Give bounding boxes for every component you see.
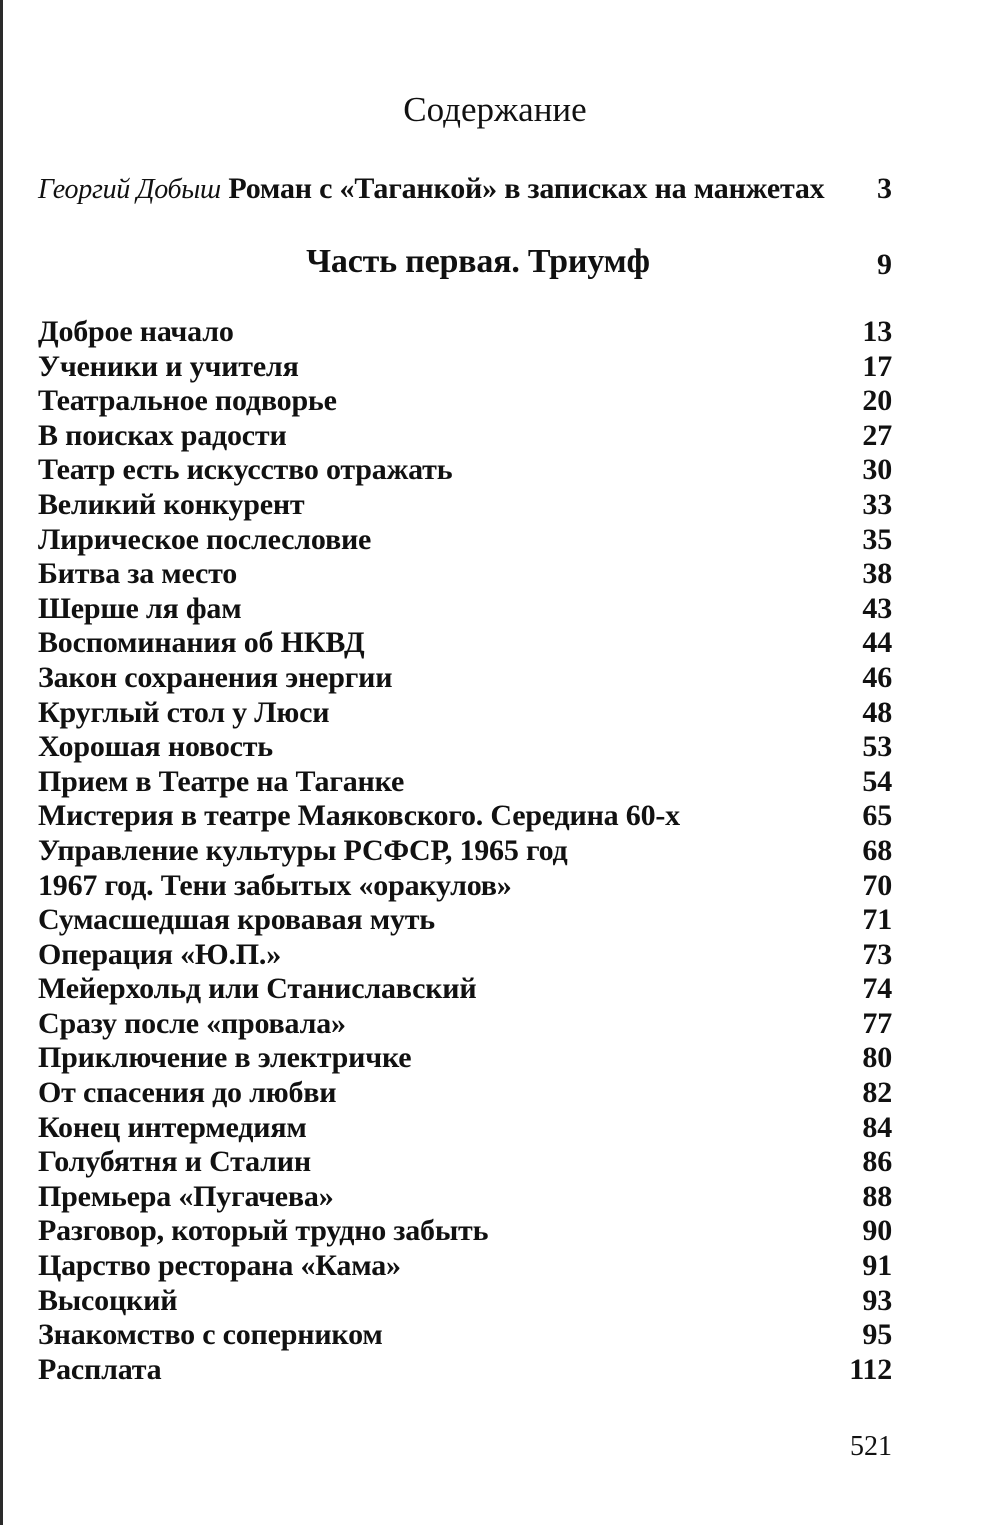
toc-entry-page: 73 <box>862 937 892 971</box>
toc-entry <box>38 419 892 454</box>
toc-entry-title: Сумасшедшая кровавая муть <box>38 903 435 937</box>
toc-entry <box>38 1041 892 1076</box>
toc-entry <box>38 488 892 523</box>
toc-entry-title: От спасения до любви <box>38 1076 337 1110</box>
toc-entry <box>38 350 892 385</box>
toc-entry-page: 43 <box>862 591 892 625</box>
toc-entry-title: Воспоминания об НКВД <box>38 626 365 660</box>
toc-entry-title: Круглый стол у Люси <box>38 695 330 729</box>
toc-entry <box>38 1249 892 1284</box>
toc-entry-title: Приключение в электричке <box>38 1041 412 1075</box>
toc-entry-title: Премьера «Пугачева» <box>38 1179 334 1213</box>
toc-entry <box>38 1007 892 1042</box>
toc-entry-page: 77 <box>862 1006 892 1040</box>
toc-entry-page: 90 <box>862 1214 892 1248</box>
toc-entry <box>38 384 892 419</box>
toc-entry-page: 44 <box>862 626 892 660</box>
toc-entry-page: 65 <box>862 799 892 833</box>
toc-entry <box>38 1111 892 1146</box>
toc-entry <box>38 661 892 696</box>
toc-intro-entry <box>38 172 892 212</box>
toc-entry-title: Закон сохранения энергии <box>38 660 393 694</box>
toc-entry-page: 86 <box>862 1145 892 1179</box>
toc-entry-page: 80 <box>862 1041 892 1075</box>
toc-entry <box>38 1214 892 1249</box>
toc-entry-title: Операция «Ю.П.» <box>38 937 282 971</box>
toc-entry-page: 93 <box>862 1283 892 1317</box>
part-heading: Часть первая. Триумф <box>306 243 650 280</box>
toc-entry <box>38 1318 892 1353</box>
toc-entry-page: 70 <box>862 868 892 902</box>
toc-entry-title: Доброе начало <box>38 315 234 348</box>
toc-entry <box>38 523 892 558</box>
intro-title: Роман с «Таганкой» в записках на манжетах <box>228 172 825 205</box>
toc-entry-title: Мистерия в театре Маяковского. Середина 60-х <box>38 799 680 833</box>
toc-entry <box>38 765 892 800</box>
toc-entry-title: Знакомство с соперником <box>38 1318 383 1352</box>
toc-entry-title: Высоцкий <box>38 1283 178 1317</box>
folio-page-number: 521 <box>850 1431 892 1462</box>
toc-entry <box>38 626 892 661</box>
toc-entry-title: Великий конкурент <box>38 487 305 521</box>
toc-entry <box>38 799 892 834</box>
toc-entry-page: 84 <box>862 1110 892 1144</box>
toc-entry-page: 27 <box>862 418 892 452</box>
page-title: Содержание <box>403 90 587 129</box>
toc-entry <box>38 1145 892 1180</box>
toc-entry <box>38 592 892 627</box>
toc-list <box>38 315 892 1387</box>
toc-entry-title: Управление культуры РСФСР, 1965 год <box>38 833 568 867</box>
toc-entry-title: Прием в Театре на Таганке <box>38 764 405 798</box>
toc-entry-title: 1967 год. Тени забытых «оракулов» <box>38 868 512 902</box>
toc-entry-title: Сразу после «провала» <box>38 1006 346 1040</box>
toc-entry-title: Конец интермедиям <box>38 1110 307 1144</box>
page-edge-shadow <box>0 0 3 1525</box>
toc-entry-title: Мейерхольд или Станиславский <box>38 972 477 1006</box>
toc-entry-title: Битва за место <box>38 557 238 591</box>
toc-entry-title: Голубятня и Сталин <box>38 1145 311 1179</box>
toc-entry-page: 88 <box>862 1179 892 1213</box>
intro-author: Георгий Добыш <box>38 174 221 205</box>
toc-entry-page: 53 <box>862 730 892 764</box>
toc-entry <box>38 1180 892 1215</box>
toc-entry <box>38 1284 892 1319</box>
toc-entry-page: 13 <box>862 315 892 348</box>
toc-entry-title: Царство ресторана «Кама» <box>38 1249 401 1283</box>
toc-entry-page: 38 <box>862 557 892 591</box>
toc-entry-title: Лирическое послесловие <box>38 522 372 556</box>
toc-entry-title: В поисках радости <box>38 418 287 452</box>
toc-entry-title: Разговор, который трудно забыть <box>38 1214 489 1248</box>
toc-entry-title: Театральное подворье <box>38 384 337 418</box>
toc-entry-page: 91 <box>862 1249 892 1283</box>
toc-entry <box>38 696 892 731</box>
toc-entry-page: 20 <box>862 384 892 418</box>
toc-entry-page: 74 <box>862 972 892 1006</box>
toc-entry-page: 112 <box>849 1352 892 1386</box>
toc-entry <box>38 453 892 488</box>
toc-entry-title: Хорошая новость <box>38 730 273 764</box>
toc-entry-page: 48 <box>862 695 892 729</box>
toc-entry-title: Расплата <box>38 1352 162 1386</box>
toc-entry-page: 33 <box>862 487 892 521</box>
toc-entry <box>38 557 892 592</box>
toc-entry-title: Театр есть искусство отражать <box>38 453 453 487</box>
toc-entry <box>38 834 892 869</box>
toc-entry-page: 46 <box>862 660 892 694</box>
toc-entry-page: 68 <box>862 833 892 867</box>
toc-entry-page: 71 <box>862 903 892 937</box>
toc-entry-page: 17 <box>862 349 892 383</box>
toc-entry-page: 95 <box>862 1318 892 1352</box>
toc-entry <box>38 938 892 973</box>
toc-entry-title: Шерше ля фам <box>38 591 242 625</box>
part-page-number: 9 <box>877 248 892 281</box>
toc-entry <box>38 869 892 904</box>
toc-entry <box>38 1353 892 1388</box>
toc-entry-title: Ученики и учителя <box>38 349 299 383</box>
toc-entry <box>38 1076 892 1111</box>
toc-entry <box>38 730 892 765</box>
intro-page-number: 3 <box>877 172 892 205</box>
toc-entry-page: 54 <box>862 764 892 798</box>
toc-entry-page: 82 <box>862 1076 892 1110</box>
toc-entry <box>38 972 892 1007</box>
toc-entry <box>38 315 892 350</box>
toc-entry-page: 35 <box>862 522 892 556</box>
toc-entry-page: 30 <box>862 453 892 487</box>
toc-entry <box>38 903 892 938</box>
